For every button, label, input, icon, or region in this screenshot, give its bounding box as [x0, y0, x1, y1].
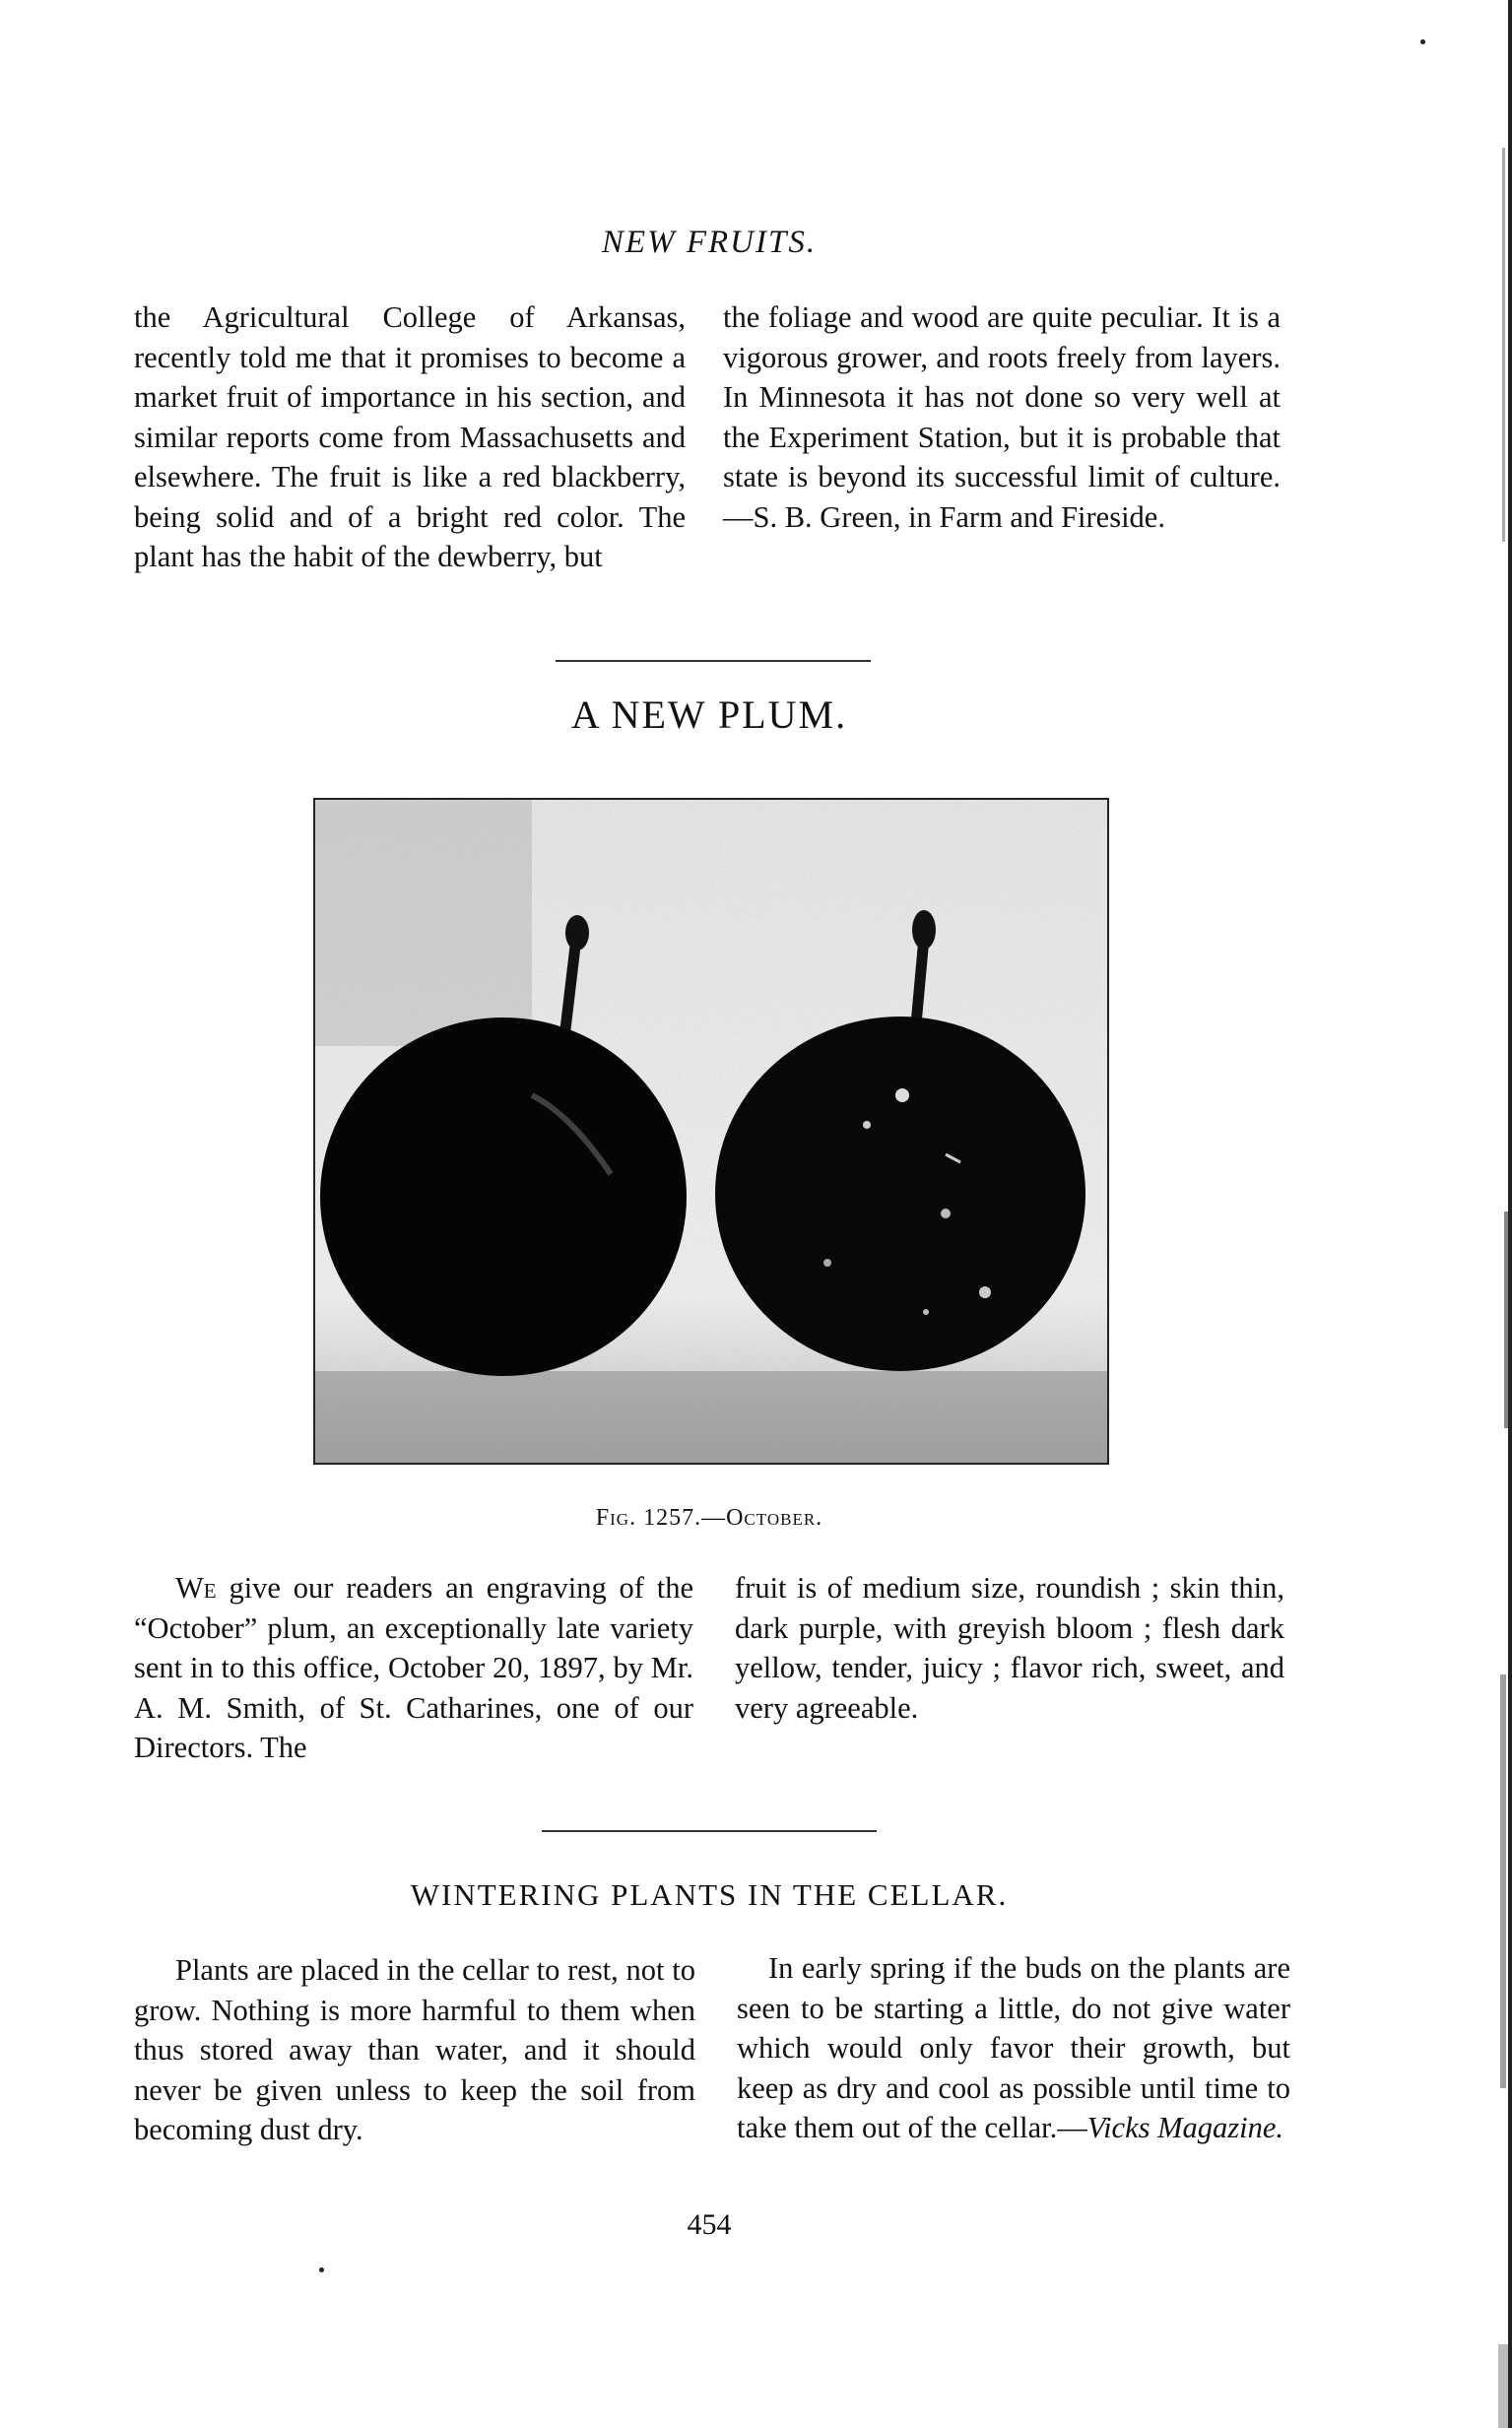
plum-lead-word: We — [175, 1571, 217, 1605]
figure-label: Fig. — [595, 1505, 637, 1531]
scan-edge-shadow — [1488, 0, 1512, 2428]
wintering-left-text: Plants are placed in the cellar to rest, not to grow. Nothing is more harmful to them when thus stored away than water, and it should never be given unless to keep the soil from becoming dust dry. — [134, 1953, 695, 2146]
figure-name: October. — [726, 1505, 823, 1531]
plum-left-column — [134, 1568, 693, 1768]
scan-speck — [319, 2267, 324, 2272]
plum-right-column — [735, 1568, 1284, 1728]
intro-right-text: the foliage and wood are quite peculiar. It is a vigorous grower, and roots freely from layers. In Minnesota it has not done so very well at the Experiment Station, but it is probable that state is beyond its successful limit of culture.—S. B. Green, in Farm and Fireside. — [723, 300, 1281, 534]
intro-left-text: the Agricultural College of Arkansas, recently told me that it promises to become a market fruit of importance in his section, and similar reports come from Massachusetts and elsewhere. The fruit is like a red blackberry, being solid and of a bright red color. The plant has the habit of the dewberry, but — [134, 300, 686, 573]
plum-illustration — [315, 800, 1107, 1463]
wintering-source: Vicks Magazine. — [1086, 2111, 1284, 2144]
plum-article-title: A NEW PLUM. — [570, 692, 848, 737]
page-number: 454 — [687, 2208, 732, 2241]
section-divider — [556, 660, 871, 662]
scan-speck — [1420, 39, 1425, 44]
intro-right-column — [723, 297, 1281, 537]
wintering-right-column — [737, 1948, 1290, 2148]
plum-left-text — [134, 1568, 693, 1768]
figure-caption — [0, 1505, 1418, 1532]
wintering-right-body: In early spring if the buds on the plants are seen to be starting a little, do not give water which would only favor their growth, but keep as dry and cool as possible until time to take them out of the cellar.— — [737, 1951, 1290, 2144]
figure-number: 1257.— — [636, 1505, 727, 1531]
running-head: NEW FRUITS. — [601, 225, 818, 260]
plum-left-rest: give our readers an engraving of the “October” plum, an exceptionally late variety sent in to this office, October 20, 1897, by Mr. A. M. Smith, of St. Catharines, one of our Directors. The — [134, 1571, 693, 1764]
intro-left-column — [134, 297, 686, 577]
wintering-article-title: WINTERING PLANTS IN THE CELLAR. — [410, 1877, 1009, 1912]
plum-engraving — [313, 798, 1109, 1465]
plum-right-text: fruit is of medium size, roundish ; skin thin, dark purple, with greyish bloom ; flesh dark yellow, tender, juicy ; flavor rich, sweet, and very agreeable. — [735, 1571, 1284, 1725]
section-divider-2 — [542, 1830, 877, 1832]
wintering-right-text — [737, 1948, 1290, 2148]
wintering-left-column — [134, 1950, 695, 2150]
